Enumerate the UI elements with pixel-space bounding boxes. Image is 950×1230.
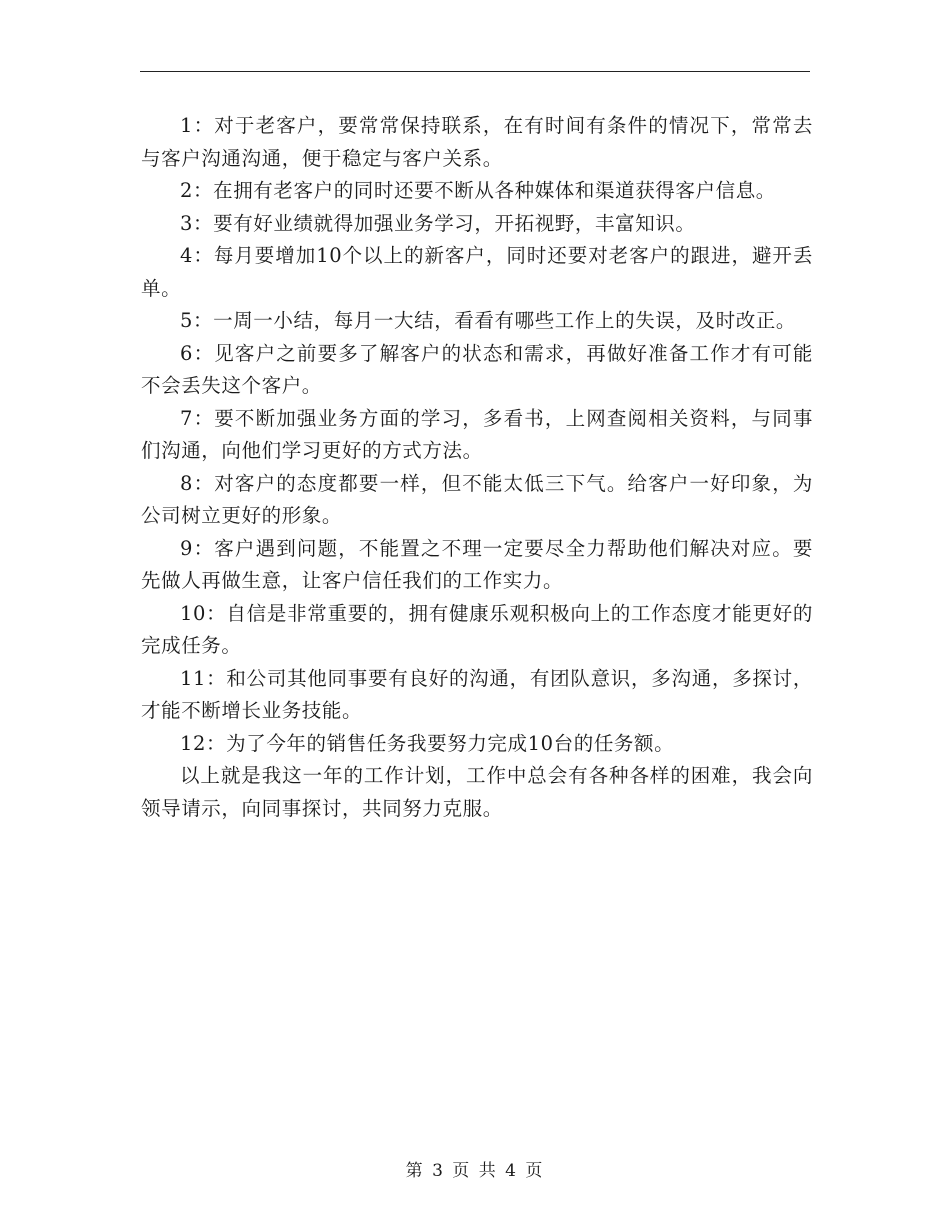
paragraph-conclusion: 以上就是我这一年的工作计划，工作中总会有各种各样的困难，我会向领导请示，向同事探讨，共同努力克服。 <box>141 764 813 820</box>
paragraph-1: 1：对于老客户，要常常保持联系，在有时间有条件的情况下，常常去与客户沟通沟通，便于稳定与客户关系。 <box>141 114 813 170</box>
paragraph-2: 2：在拥有老客户的同时还要不断从各种媒体和渠道获得客户信息。 <box>180 179 776 202</box>
paragraph-11: 11：和公司其他同事要有良好的沟通，有团队意识，多沟通，多探讨，才能不断增长业务技能。 <box>141 666 813 722</box>
paragraph-8: 8：对客户的态度都要一样，但不能太低三下气。给客户一好印象，为公司树立更好的形象。 <box>141 471 813 527</box>
paragraph-7: 7：要不断加强业务方面的学习，多看书，上网查阅相关资料，与同事们沟通，向他们学习更好的方式方法。 <box>141 406 813 462</box>
paragraph-9: 9：客户遇到问题，不能置之不理一定要尽全力帮助他们解决对应。要先做人再做生意，让客户信任我们的工作实力。 <box>141 536 813 592</box>
header-rule <box>140 71 810 72</box>
paragraph-6: 6：见客户之前要多了解客户的状态和需求，再做好准备工作才有可能不会丢失这个客户。 <box>141 341 813 397</box>
paragraph-12: 12：为了今年的销售任务我要努力完成10台的任务额。 <box>180 731 675 755</box>
paragraph-5: 5：一周一小结，每月一大结，看看有哪些工作上的失误，及时改正。 <box>180 309 797 332</box>
paragraph-3: 3：要有好业绩就得加强业务学习，开拓视野，丰富知识。 <box>180 211 696 235</box>
paragraph-4: 4：每月要增加10个以上的新客户，同时还要对老客户的跟进，避开丢单。 <box>141 244 813 300</box>
page-number-footer: 第 3 页 共 4 页 <box>405 1161 545 1181</box>
paragraph-10: 10：自信是非常重要的，拥有健康乐观积极向上的工作态度才能更好的完成任务。 <box>141 601 813 657</box>
document-body <box>141 110 813 825</box>
